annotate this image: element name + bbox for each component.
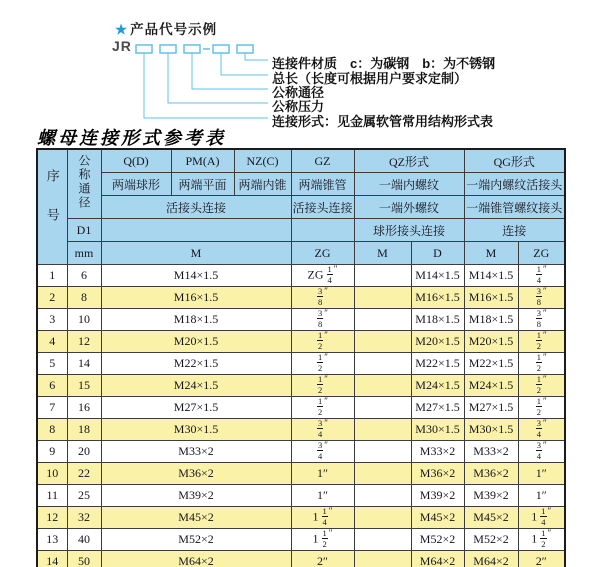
cell-qz-m: [354, 485, 411, 507]
cell-qg-zg: [518, 287, 565, 309]
cell-m: M30×1.5: [101, 419, 291, 441]
cell-gz: [291, 375, 354, 397]
code-prefix: JR: [112, 38, 132, 54]
cell-serial: 13: [37, 529, 67, 551]
fraction: $\frac{1}{2}$: [322, 528, 327, 549]
cell-m: M24×1.5: [101, 375, 291, 397]
header-cell-gz-unit: ZG: [291, 242, 354, 265]
cell-qg-zg: [518, 441, 565, 463]
cell-qz-d: M16×1.5: [411, 287, 464, 309]
cell-qg-zg: 1 $\frac{1}{2}$ ″: [518, 529, 565, 551]
header-cell-qg: QG形式: [464, 149, 565, 173]
inch-mark: ″: [324, 418, 328, 428]
inch-mark: ″: [543, 330, 547, 340]
inch-mark: ″: [328, 528, 333, 538]
cell-gz: [291, 309, 354, 331]
fraction: $\frac{1}{2}$: [536, 352, 541, 373]
cell-m: M39×2: [101, 485, 291, 507]
code-box: [160, 45, 176, 53]
cell-dn: 10: [67, 309, 101, 331]
cell-gz: 1 $\frac{1}{2}$ ″: [291, 529, 354, 551]
cell-qz-m: [354, 397, 411, 419]
cell-qg-m: M45×2: [464, 507, 518, 529]
table-row: [37, 485, 565, 507]
header-cell-qz-m: M: [354, 242, 411, 265]
diagram-label-conn-form: 连接形式：见金属软管常用结构形式表: [272, 114, 494, 129]
cell-qz-d: M64×2: [411, 551, 464, 567]
header-cell-mm: mm: [67, 242, 101, 265]
cell-serial: 4: [37, 331, 67, 353]
cell-qz-d: M24×1.5: [411, 375, 464, 397]
header-cell-pm: PM(A): [171, 149, 234, 173]
header-cell-qg-zg: ZG: [518, 242, 565, 265]
header-cell-qg-conn: 连接: [464, 219, 565, 242]
cell-m: M52×2: [101, 529, 291, 551]
fraction: $\frac{1}{4}$: [541, 506, 546, 527]
header-cell-qz-desc2: 一端外螺纹: [354, 196, 464, 219]
cell-qg-zg: [518, 419, 565, 441]
cell-qz-m: [354, 265, 411, 287]
cell-qz-d: M45×2: [411, 507, 464, 529]
table-row: [37, 463, 565, 485]
cell-serial: 3: [37, 309, 67, 331]
header-cell-q: Q(D): [101, 149, 171, 173]
inch-mark: ″: [543, 396, 547, 406]
table-row: [37, 551, 565, 567]
cell-qz-d: M20×1.5: [411, 331, 464, 353]
fraction: $\frac{1}{2}$: [536, 396, 541, 417]
cell-m: M14×1.5: [101, 265, 291, 287]
cell-serial: 12: [37, 507, 67, 529]
cell-dn: 8: [67, 287, 101, 309]
cell-qz-d: M33×2: [411, 441, 464, 463]
table-row: [37, 397, 565, 419]
inch-mark: ″: [324, 396, 328, 406]
inch-mark: ″: [324, 308, 328, 318]
cell-dn: 6: [67, 265, 101, 287]
fraction: $\frac{3}{8}$: [536, 308, 541, 329]
cell-dn: 20: [67, 441, 101, 463]
cell-qg-m: M16×1.5: [464, 287, 518, 309]
header-cell-gz-desc: 两端锥管: [291, 173, 354, 196]
cell-qz-m: [354, 375, 411, 397]
header-cell-nominal-diameter: 公称通径: [67, 149, 101, 219]
cell-qg-zg: 1 $\frac{1}{4}$ ″: [518, 507, 565, 529]
cell-qz-m: [354, 309, 411, 331]
header-cell-qg-desc2: 一端锥管螺纹接头: [464, 196, 565, 219]
cell-qz-m: [354, 353, 411, 375]
inch-mark: ″: [324, 440, 328, 450]
header-cell-pm-desc: 两端平面: [171, 173, 234, 196]
cell-dn: 16: [67, 397, 101, 419]
inch-mark: ″: [543, 374, 547, 384]
cell-qz-m: [354, 463, 411, 485]
cell-serial: 11: [37, 485, 67, 507]
fraction: $\frac{1}{2}$: [541, 528, 546, 549]
code-box: [184, 45, 200, 53]
cell-gz: [291, 441, 354, 463]
inch-mark: ″: [333, 264, 338, 274]
fraction: $\frac{3}{4}$: [536, 440, 541, 461]
header-cell-qz-d: D: [411, 242, 464, 265]
cell-qg-m: M36×2: [464, 463, 518, 485]
cell-dn: 40: [67, 529, 101, 551]
header-cell-d1: D1: [67, 219, 101, 242]
header-cell-qz-conn: 球形接头连接: [354, 219, 464, 242]
cell-dn: 14: [67, 353, 101, 375]
cell-gz: [291, 419, 354, 441]
inch-mark: ″: [543, 308, 547, 318]
cell-m: M22×1.5: [101, 353, 291, 375]
fraction: $\frac{3}{8}$: [318, 286, 323, 307]
diagram-heading: [115, 18, 217, 38]
header-cell-nz-desc: 两端内锥: [234, 173, 291, 196]
header-cell-qg-desc: 一端内螺纹活接头: [464, 173, 565, 196]
cell-serial: 1: [37, 265, 67, 287]
cell-qg-m: M14×1.5: [464, 265, 518, 287]
cell-qz-m: [354, 287, 411, 309]
cell-m: M27×1.5: [101, 397, 291, 419]
cell-qz-d: M52×2: [411, 529, 464, 551]
cell-qz-m: [354, 419, 411, 441]
inch-mark: ″: [543, 440, 547, 450]
table-row: [37, 353, 565, 375]
cell-gz: 1″: [291, 463, 354, 485]
cell-qg-m: M24×1.5: [464, 375, 518, 397]
inch-mark: ″: [324, 374, 328, 384]
header-cell-gz: GZ: [291, 149, 354, 173]
cell-dn: 15: [67, 375, 101, 397]
inch-mark: ″: [324, 330, 328, 340]
cell-serial: 7: [37, 397, 67, 419]
fraction: $\frac{1}{2}$: [318, 374, 323, 395]
cell-m: M36×2: [101, 463, 291, 485]
inch-mark: ″: [547, 528, 552, 538]
fraction: $\frac{1}{4}$: [327, 264, 332, 285]
table-header: [37, 149, 565, 265]
cell-qg-zg: [518, 309, 565, 331]
cell-qg-m: M27×1.5: [464, 397, 518, 419]
cell-qg-m: M20×1.5: [464, 331, 518, 353]
cell-gz: 1 $\frac{1}{4}$ ″: [291, 507, 354, 529]
cell-serial: 5: [37, 353, 67, 375]
cell-qg-zg: [518, 331, 565, 353]
cell-dn: 18: [67, 419, 101, 441]
cell-serial: 8: [37, 419, 67, 441]
cell-qz-m: [354, 331, 411, 353]
cell-dn: 12: [67, 331, 101, 353]
table-row: [37, 507, 565, 529]
cell-gz: 1″: [291, 485, 354, 507]
cell-m: M45×2: [101, 507, 291, 529]
cell-serial: 14: [37, 551, 67, 567]
cell-qz-d: M18×1.5: [411, 309, 464, 331]
table-row: [37, 309, 565, 331]
product-code-diagram: [0, 0, 600, 130]
table-title: 螺母连接形式参考表: [37, 128, 226, 148]
fraction: $\frac{3}{4}$: [318, 440, 323, 461]
inch-mark: ″: [543, 352, 547, 362]
diagram-label-diameter: 公称通径: [272, 85, 325, 100]
cell-qg-zg: 2″: [518, 551, 565, 567]
fraction: $\frac{1}{2}$: [536, 330, 541, 351]
cell-dn: 32: [67, 507, 101, 529]
cell-gz: 2″: [291, 551, 354, 567]
fraction: $\frac{3}{8}$: [536, 286, 541, 307]
inch-mark: ″: [324, 352, 328, 362]
cell-qz-d: M39×2: [411, 485, 464, 507]
header-cell-serial: 序号: [37, 149, 67, 265]
cell-m: M18×1.5: [101, 309, 291, 331]
fraction: $\frac{1}{4}$: [322, 506, 327, 527]
fraction: $\frac{3}{4}$: [536, 418, 541, 439]
table-row: [37, 441, 565, 463]
cell-qz-m: [354, 507, 411, 529]
cell-qg-m: M39×2: [464, 485, 518, 507]
diagram-label-material: 连接件材质 c：为碳钢 b：为不锈钢: [272, 56, 496, 71]
cell-qg-zg: [518, 265, 565, 287]
cell-gz: [291, 331, 354, 353]
cell-m: M20×1.5: [101, 331, 291, 353]
cell-qg-m: M52×2: [464, 529, 518, 551]
cell-gz: [291, 353, 354, 375]
nut-connection-reference-table: [36, 148, 566, 567]
header-cell-gz-conn: 活接头连接: [291, 196, 354, 219]
inch-mark: ″: [328, 506, 333, 516]
header-cell-q-desc: 两端球形: [101, 173, 171, 196]
inch-mark: ″: [543, 264, 547, 274]
cell-qg-m: M18×1.5: [464, 309, 518, 331]
cell-qz-d: M30×1.5: [411, 419, 464, 441]
cell-qz-m: [354, 441, 411, 463]
table-row: [37, 265, 565, 287]
header-cell-empty: [101, 219, 291, 242]
cell-dn: 50: [67, 551, 101, 567]
cell-dn: 22: [67, 463, 101, 485]
header-cell-union-conn: 活接头连接: [101, 196, 291, 219]
cell-serial: 2: [37, 287, 67, 309]
fraction: $\frac{1}{2}$: [318, 352, 323, 373]
table-row: [37, 419, 565, 441]
code-box: [237, 45, 253, 53]
diagram-label-pressure: 公称压力: [272, 99, 325, 114]
fraction: $\frac{1}{2}$: [536, 374, 541, 395]
header-cell-m-unit: M: [101, 242, 291, 265]
diagram-heading-text: 产品代号示例: [130, 22, 218, 37]
cell-qz-m: [354, 551, 411, 567]
inch-mark: ″: [324, 286, 328, 296]
header-cell-qg-m: M: [464, 242, 518, 265]
cell-qg-zg: 1″: [518, 463, 565, 485]
code-box-group: [136, 45, 253, 53]
cell-qg-zg: [518, 375, 565, 397]
cell-qg-zg: [518, 353, 565, 375]
cell-gz: [291, 287, 354, 309]
cell-gz: ZG $\frac{1}{4}$ ″: [291, 265, 354, 287]
fraction: $\frac{1}{2}$: [318, 330, 323, 351]
inch-mark: ″: [547, 506, 552, 516]
cell-qg-zg: 1″: [518, 485, 565, 507]
cell-qz-d: M27×1.5: [411, 397, 464, 419]
cell-qz-d: M22×1.5: [411, 353, 464, 375]
star-icon: ★: [115, 22, 129, 37]
cell-m: M33×2: [101, 441, 291, 463]
header-cell-nz: NZ(C): [234, 149, 291, 173]
fraction: $\frac{1}{4}$: [536, 264, 541, 285]
header-cell-empty-gz: [291, 219, 354, 242]
cell-serial: 6: [37, 375, 67, 397]
cell-qz-d: M14×1.5: [411, 265, 464, 287]
cell-gz: [291, 397, 354, 419]
cell-qg-m: M33×2: [464, 441, 518, 463]
code-box: [136, 45, 152, 53]
table-row: [37, 529, 565, 551]
cell-qg-zg: [518, 397, 565, 419]
code-box: [213, 45, 229, 53]
table-row: [37, 375, 565, 397]
header-cell-qz: QZ形式: [354, 149, 464, 173]
table-body: [37, 265, 565, 567]
cell-dn: 25: [67, 485, 101, 507]
connector-lines: [144, 53, 268, 118]
cell-serial: 10: [37, 463, 67, 485]
inch-mark: ″: [543, 418, 547, 428]
cell-qz-m: [354, 529, 411, 551]
table-row: [37, 331, 565, 353]
inch-mark: ″: [543, 286, 547, 296]
cell-m: M64×2: [101, 551, 291, 567]
fraction: $\frac{3}{4}$: [318, 418, 323, 439]
cell-qg-m: M64×2: [464, 551, 518, 567]
table-row: [37, 287, 565, 309]
cell-qg-m: M22×1.5: [464, 353, 518, 375]
diagram-label-length: 总长（长度可根据用户要求定制）: [272, 71, 468, 86]
header-cell-qz-desc: 一端内螺纹: [354, 173, 464, 196]
cell-serial: 9: [37, 441, 67, 463]
cell-qz-d: M36×2: [411, 463, 464, 485]
fraction: $\frac{1}{2}$: [318, 396, 323, 417]
cell-qg-m: M30×1.5: [464, 419, 518, 441]
cell-m: M16×1.5: [101, 287, 291, 309]
fraction: $\frac{3}{8}$: [318, 308, 323, 329]
